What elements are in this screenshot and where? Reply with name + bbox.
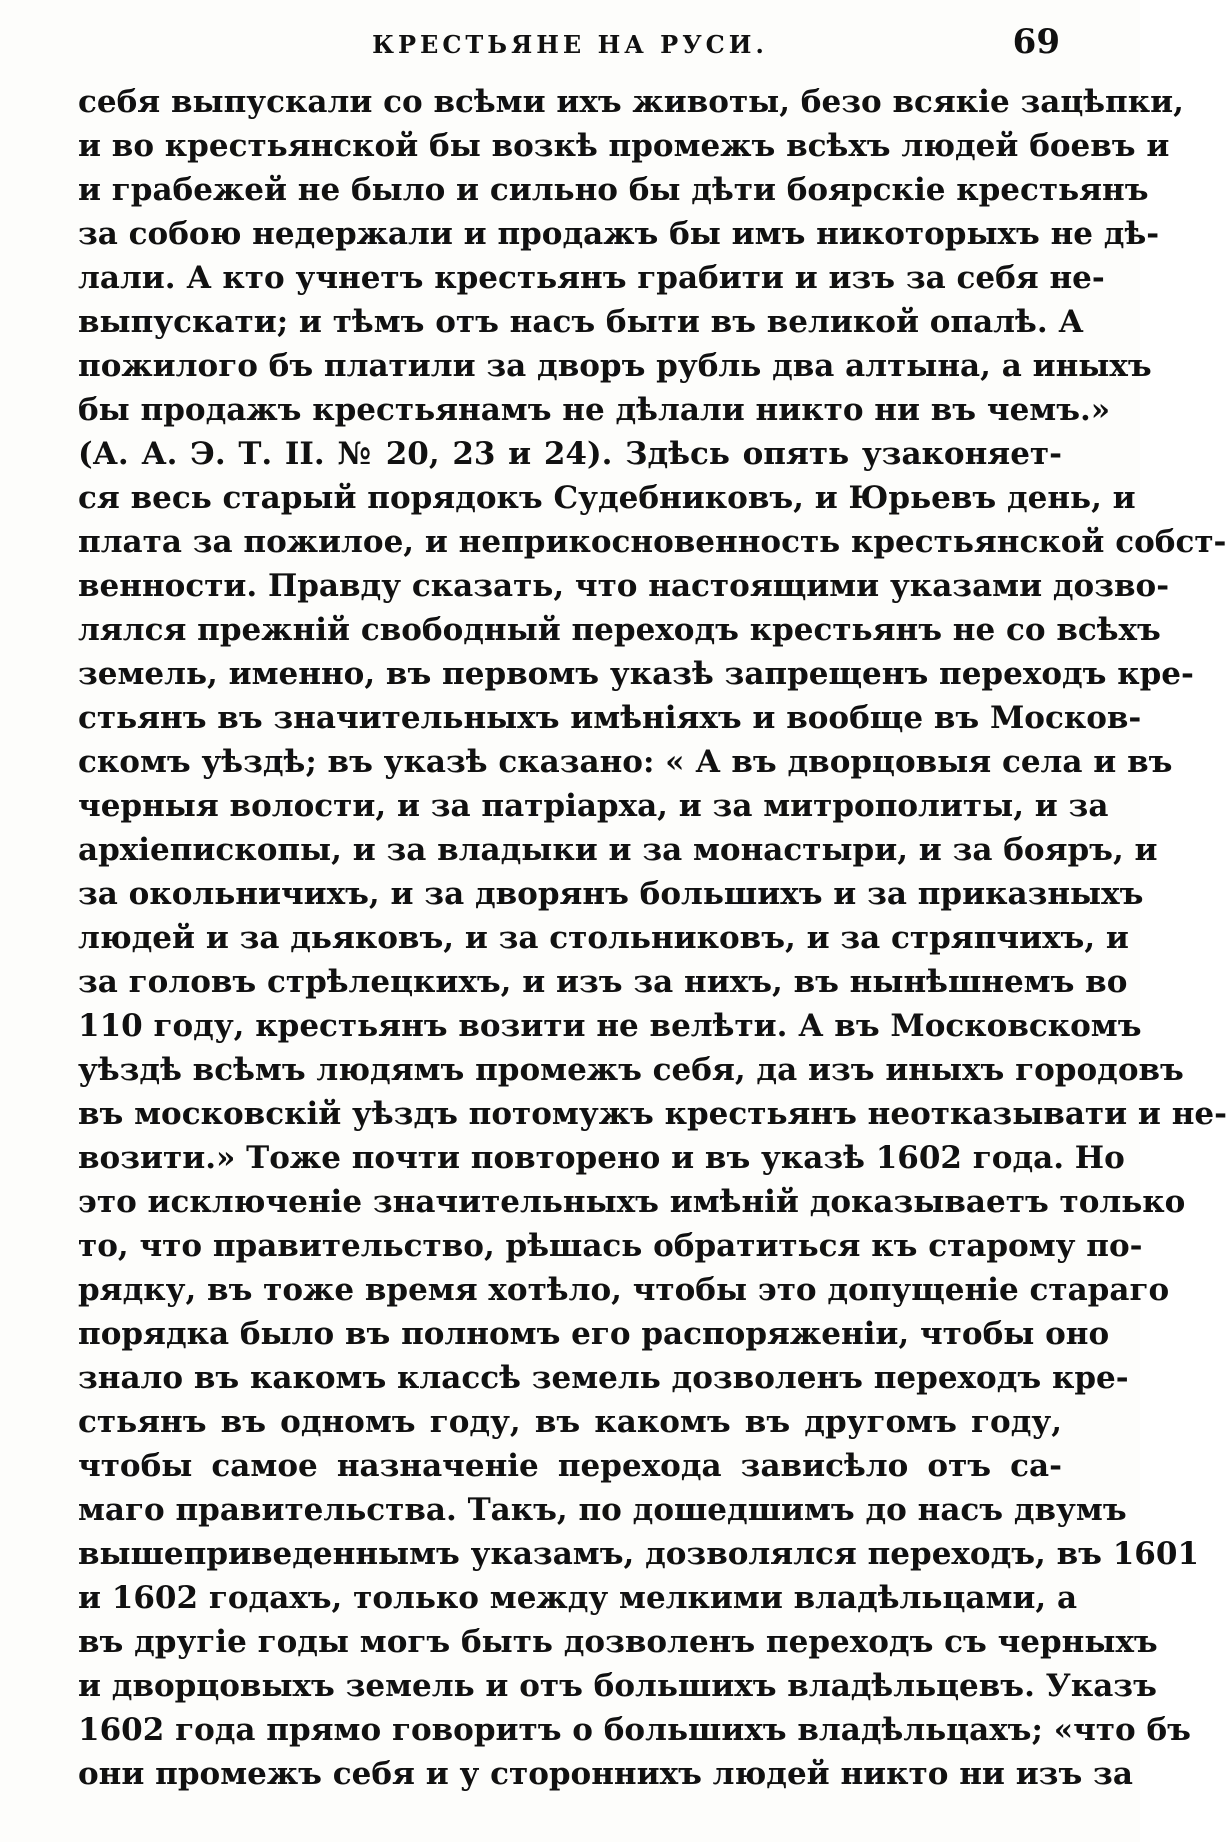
text-line: маго правительства. Такъ, по дошедшимъ до насъ двумъ [78, 1492, 1127, 1528]
text-line: людей и за дьяковъ, и за стольниковъ, и за стряпчихъ, и [78, 920, 1129, 956]
text-line: порядка было въ полномъ его распоряженіи, чтобы оно [78, 1316, 1110, 1352]
text-line: уѣздѣ всѣмъ людямъ промежъ себя, да изъ иныхъ городовъ [78, 1052, 1184, 1088]
text-line: себя выпускали со всѣми ихъ животы, безо всякіе зацѣпки, [78, 84, 1184, 120]
text-line: бы продажъ крестьянамъ не дѣлали никто ни въ чемъ.» [78, 392, 1111, 428]
text-line: въ другіе годы могъ быть дозволенъ переходъ съ черныхъ [78, 1624, 1158, 1660]
text-line: за собою недержали и продажъ бы имъ никоторыхъ не дѣ- [78, 216, 1160, 252]
text-line: возити.» Тоже почти повторено и въ указѣ 1602 года. Но [78, 1140, 1125, 1176]
text-line: и дворцовыхъ земель и отъ большихъ владѣльцевъ. Указъ [78, 1668, 1157, 1704]
text-line: ся весь старый порядокъ Судебниковъ, и Юрьевъ день, и [78, 480, 1136, 516]
running-head [80, 22, 1060, 62]
text-line: скомъ уѣздѣ; въ указѣ сказано: « А въ дворцовыя села и въ [78, 744, 1173, 780]
text-line: за окольничихъ, и за дворянъ большихъ и за приказныхъ [78, 876, 1144, 912]
text-line: 110 году, крестьянъ возити не велѣти. А въ Московскомъ [78, 1008, 1142, 1044]
text-line: въ московскій уѣздъ потомужъ крестьянъ неотказывати и не- [78, 1096, 1227, 1132]
text-line: стьянъ въ значительныхъ имѣніяхъ и вообще въ Москов- [78, 700, 1142, 736]
text-line: плата за пожилое, и неприкосновенность крестьянской собст- [78, 524, 1227, 560]
text-line: стьянъ въ одномъ году, въ какомъ въ другомъ году, [78, 1404, 1062, 1440]
text-line: знало въ какомъ классѣ земель дозволенъ переходъ кре- [78, 1360, 1129, 1396]
text-line: то, что правительство, рѣшась обратиться къ старому по- [78, 1228, 1143, 1264]
text-line: чтобы самое назначеніе перехода зависѣло отъ са- [78, 1448, 1062, 1484]
text-line: и 1602 годахъ, только между мелкими владѣльцами, а [78, 1580, 1078, 1616]
text-line: и во крестьянской бы возкѣ промежъ всѣхъ людей боевъ и [78, 128, 1170, 164]
text-line: черныя волости, и за патріарха, и за митрополиты, и за [78, 788, 1109, 824]
text-line: лялся прежній свободный переходъ крестьянъ не со всѣхъ [78, 612, 1161, 648]
page-number: 69 [1012, 22, 1060, 62]
text-line: пожилого бъ платили за дворъ рубль два алтына, а иныхъ [78, 348, 1152, 384]
text-line: и грабежей не было и сильно бы дѣти боярскіе крестьянъ [78, 172, 1149, 208]
running-title: КРЕСТЬЯНЕ НА РУСИ. [372, 30, 768, 59]
text-line: за головъ стрѣлецкихъ, и изъ за нихъ, въ нынѣшнемъ во [78, 964, 1128, 1000]
text-line: земель, именно, въ первомъ указѣ запрещенъ переходъ кре- [78, 656, 1194, 692]
text-line: вышеприведеннымъ указамъ, дозволялся переходъ, въ 1601 [78, 1536, 1200, 1572]
text-line: лали. А кто учнетъ крестьянъ грабити и изъ за себя не- [78, 260, 1105, 296]
text-line: венности. Правду сказать, что настоящими указами дозво- [78, 568, 1170, 604]
text-line: они промежъ себя и у стороннихъ людей никто ни изъ за [78, 1756, 1133, 1792]
body-text [78, 80, 1227, 1796]
text-line: выпускати; и тѣмъ отъ насъ быти въ великой опалѣ. А [78, 304, 1084, 340]
text-line: архіепископы, и за владыки и за монастыри, и за бояръ, и [78, 832, 1158, 868]
text-line: это исключеніе значительныхъ имѣній доказываетъ только [78, 1184, 1186, 1220]
text-line: (А. А. Э. Т. II. № 20, 23 и 24). Здѣсь опять узаконяет- [78, 436, 1062, 472]
text-line: 1602 года прямо говоритъ о большихъ владѣльцахъ; «что бъ [78, 1712, 1191, 1748]
text-line: рядку, въ тоже время хотѣло, чтобы это допущеніе стараго [78, 1272, 1170, 1308]
